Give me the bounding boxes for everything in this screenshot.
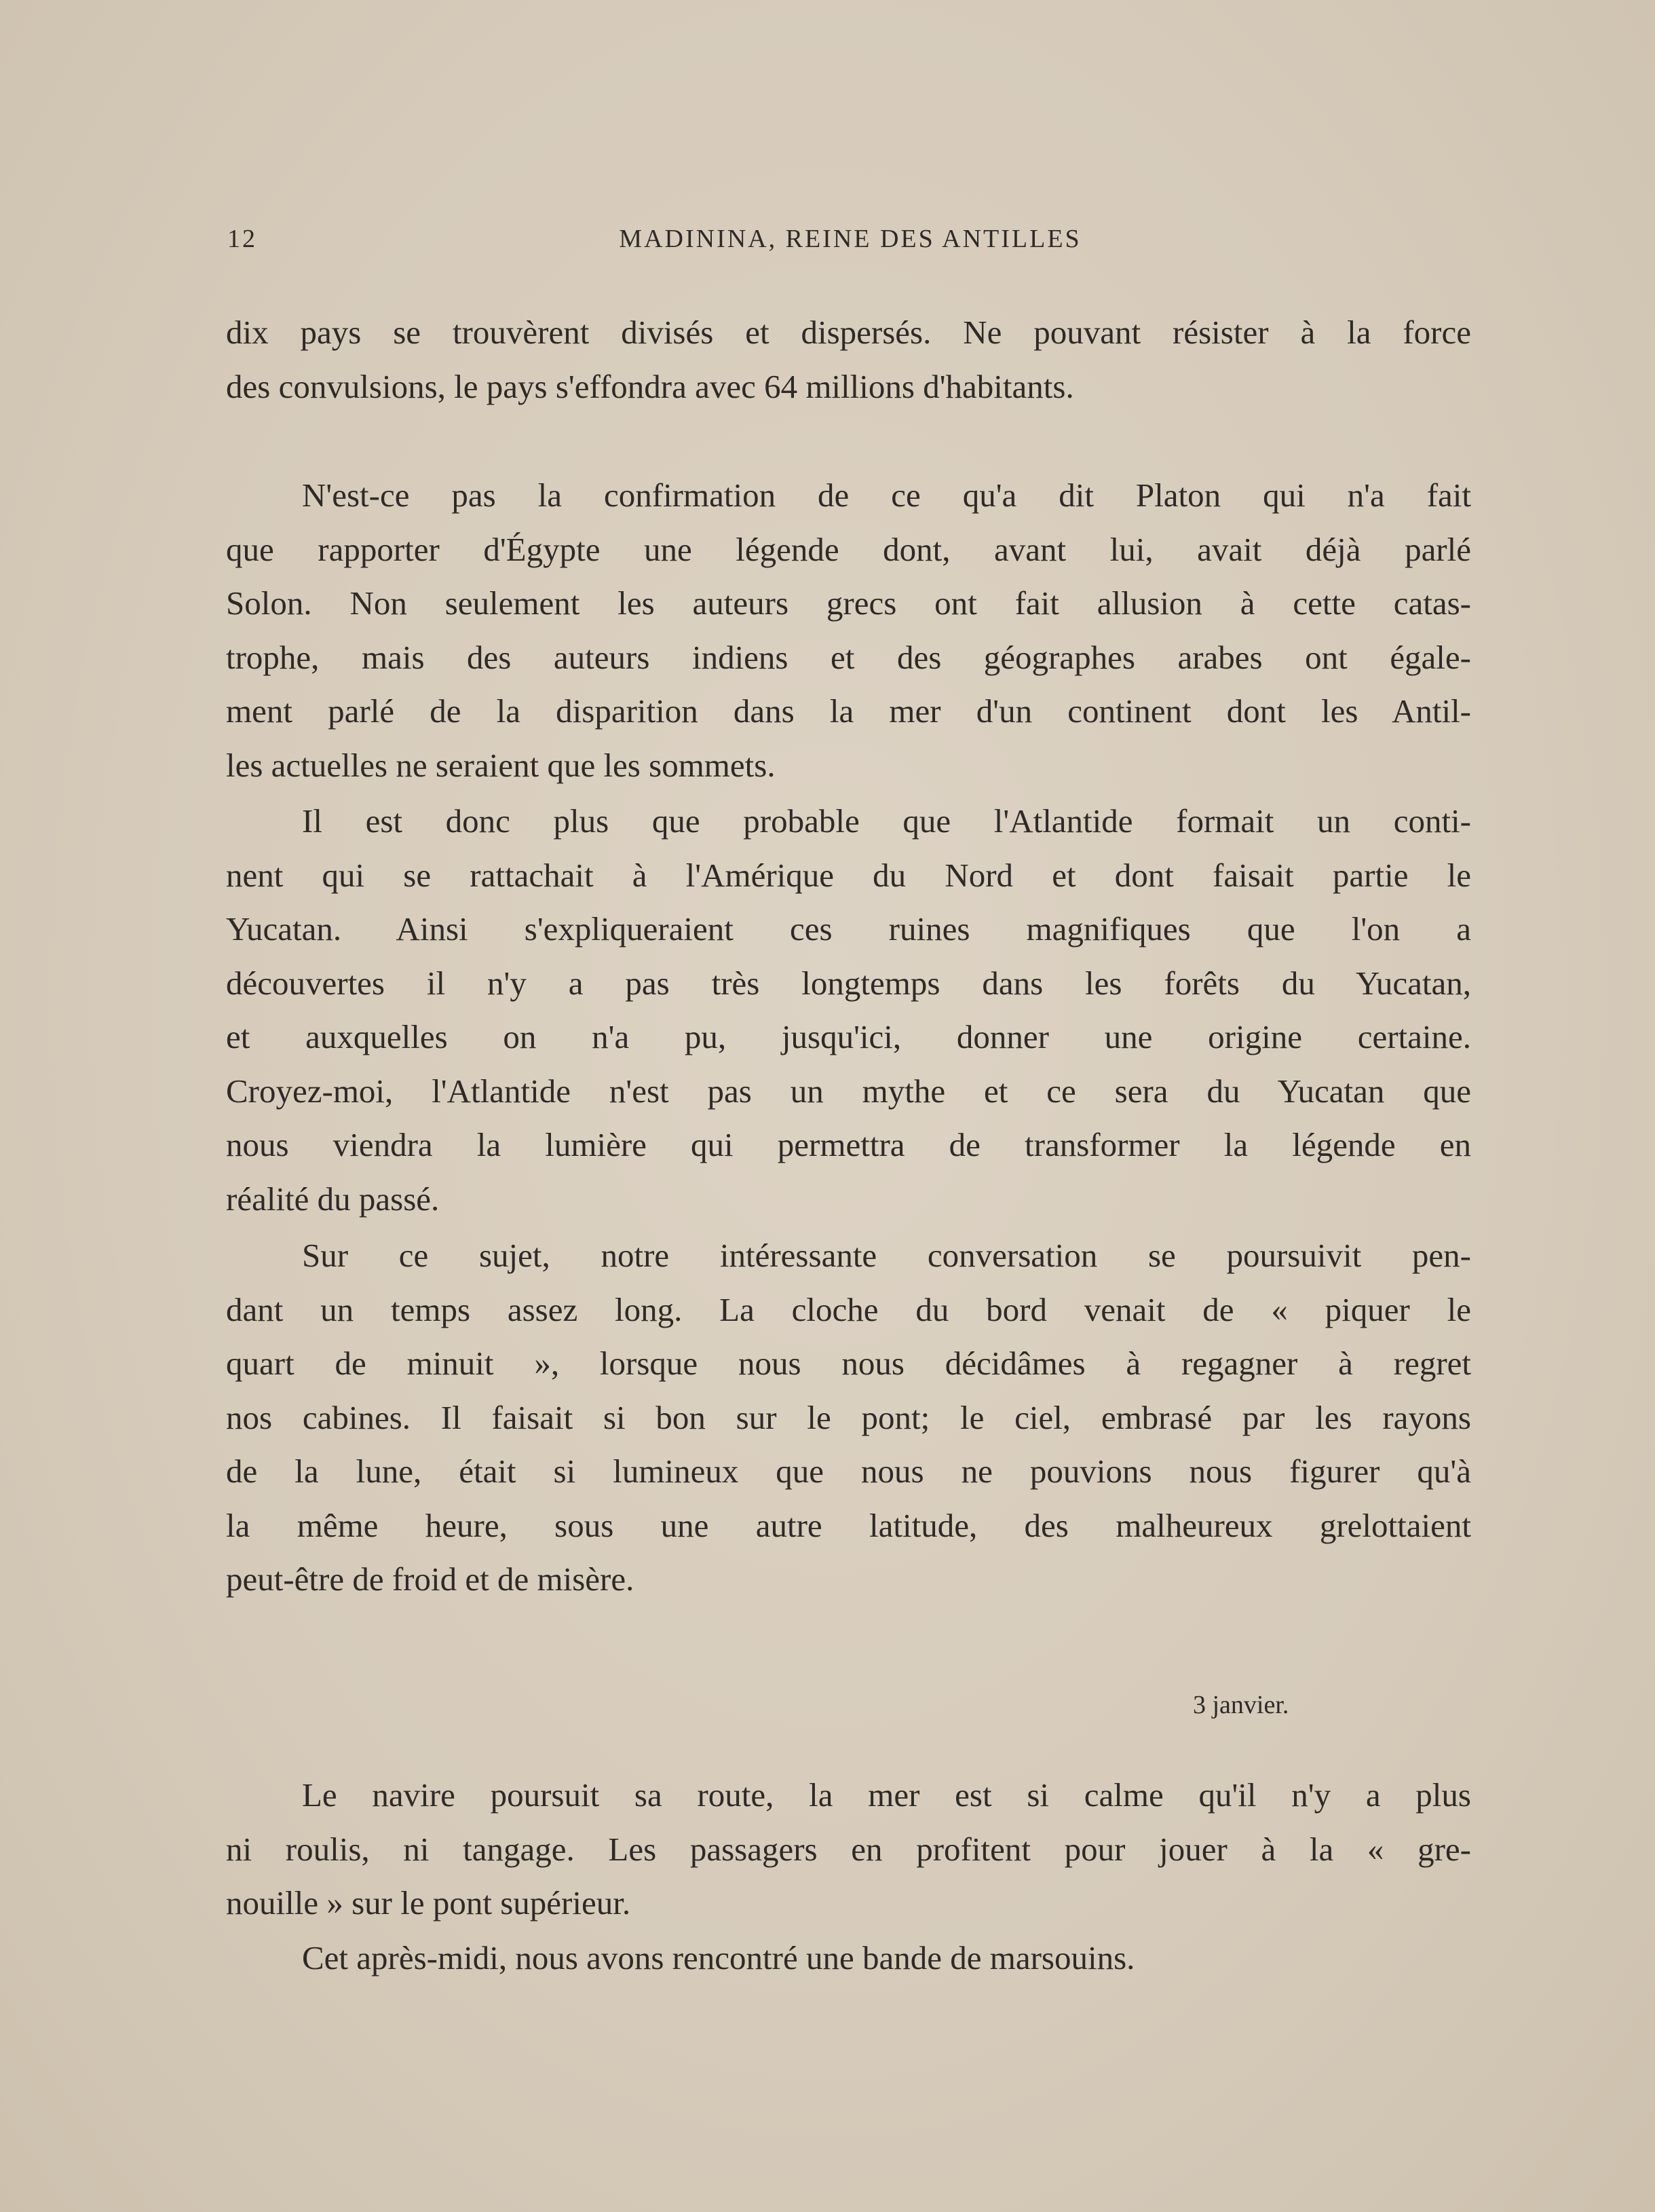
text-line: nous viendra la lumière qui permettra de transformer la légende en — [226, 1126, 1471, 1163]
text-line: quart de minuit », lorsque nous nous décidâmes à regagner à regret — [226, 1345, 1471, 1382]
text-line: dix pays se trouvèrent divisés et dispersés. Ne pouvant résister à la force — [226, 314, 1471, 351]
text-line: Cet après-midi, nous avons rencontré une bande de marsouins. — [302, 1939, 1135, 1976]
journal-date: 3 janvier. — [1193, 1691, 1289, 1719]
text-line: nouille » sur le pont supérieur. — [226, 1884, 631, 1922]
text-line: dant un temps assez long. La cloche du bord venait de « piquer le — [226, 1290, 1471, 1328]
text-line: Croyez-moi, l'Atlantide n'est pas un mythe et ce sera du Yucatan que — [226, 1072, 1471, 1110]
text-line: Il est donc plus que probable que l'Atlantide formait un conti- — [302, 802, 1471, 840]
text-line: que rapporter d'Égypte une légende dont, avant lui, avait déjà parlé — [226, 530, 1471, 568]
text-line: peut-être de froid et de misère. — [226, 1560, 634, 1598]
text-line: de la lune, était si lumineux que nous ne pouvions nous figurer qu'à — [226, 1452, 1471, 1490]
text-line: trophe, mais des auteurs indiens et des géographes arabes ont égale- — [226, 638, 1471, 676]
page-number: 12 — [227, 225, 257, 253]
text-line: nent qui se rattachait à l'Amérique du Nord et dont faisait partie le — [226, 856, 1471, 894]
running-header — [226, 224, 1475, 265]
text-line: la même heure, sous une autre latitude, des malheureux grelottaient — [226, 1506, 1471, 1544]
running-title: MADININA, REINE DES ANTILLES — [619, 225, 1082, 253]
text-line: Yucatan. Ainsi s'expliqueraient ces ruines magnifiques que l'on a — [226, 910, 1471, 948]
text-line: ni roulis, ni tangage. Les passagers en profitent pour jouer à la « gre- — [226, 1830, 1471, 1868]
text-line: les actuelles ne seraient que les sommets. — [226, 746, 776, 784]
text-line: N'est-ce pas la confirmation de ce qu'a dit Platon qui n'a fait — [302, 476, 1471, 514]
text-line: ment parlé de la disparition dans la mer d'un continent dont les Antil- — [226, 692, 1471, 730]
text-line: Le navire poursuit sa route, la mer est si calme qu'il n'y a plus — [302, 1776, 1471, 1814]
text-line: réalité du passé. — [226, 1180, 440, 1218]
text-line: et auxquelles on n'a pu, jusqu'ici, donner une origine certaine. — [226, 1018, 1471, 1055]
text-line: des convulsions, le pays s'effondra avec 64 millions d'habitants. — [226, 367, 1074, 405]
text-line: découvertes il n'y a pas très longtemps dans les forêts du Yucatan, — [226, 964, 1471, 1002]
text-line: Solon. Non seulement les auteurs grecs ont fait allusion à cette catas- — [226, 584, 1471, 622]
text-line: Sur ce sujet, notre intéressante conversation se poursuivit pen- — [302, 1237, 1471, 1274]
text-line: nos cabines. Il faisait si bon sur le pont; le ciel, embrasé par les rayons — [226, 1398, 1471, 1436]
